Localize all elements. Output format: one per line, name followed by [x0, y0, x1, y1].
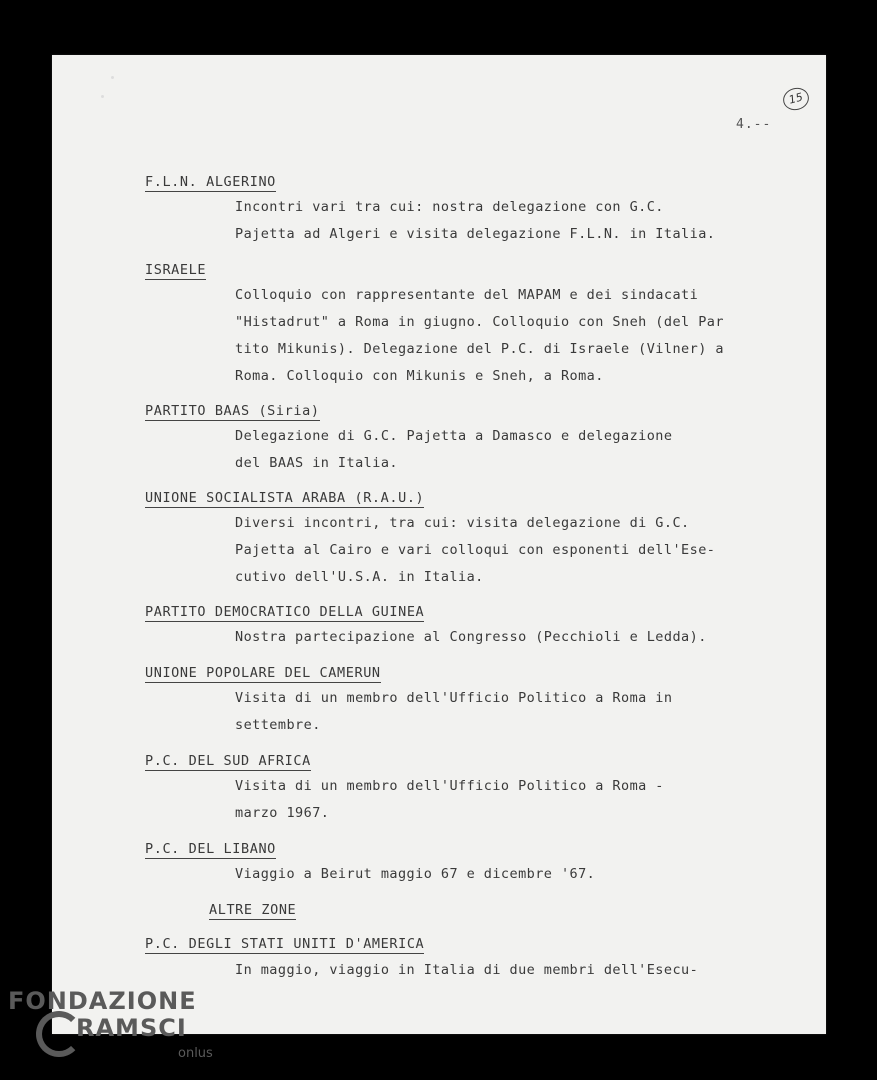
subheading: ALTRE ZONE — [209, 902, 297, 918]
section-text-line: marzo 1967. — [235, 805, 330, 821]
section-heading: P.C. DEL LIBANO — [145, 841, 276, 857]
section-text-line: Colloquio con rappresentante del MAPAM e dei sindacati — [235, 287, 699, 303]
section-text-line: Delegazione di G.C. Pajetta a Damasco e delegazione — [235, 428, 673, 444]
section-text-line: tito Mikunis). Delegazione del P.C. di Israele (Vilner) a — [235, 341, 724, 357]
watermark-line2: RAMSCI — [76, 1014, 187, 1042]
section-text-line: Diversi incontri, tra cui: visita delegazione di G.C. — [235, 515, 690, 531]
section-text-line: cutivo dell'U.S.A. in Italia. — [235, 569, 484, 585]
section-text-line: Visita di un membro dell'Ufficio Politico a Roma in — [235, 690, 673, 706]
fondazione-gramsci-watermark — [8, 987, 218, 1077]
speck — [101, 95, 104, 98]
section-text-line: Pajetta al Cairo e vari colloqui con esponenti dell'Ese- — [235, 542, 716, 558]
section-text-line: "Histadrut" a Roma in giugno. Colloquio con Sneh (del Par — [235, 314, 724, 330]
section-heading: F.L.N. ALGERINO — [145, 174, 276, 190]
section-heading: PARTITO DEMOCRATICO DELLA GUINEA — [145, 604, 425, 620]
watermark-line1: FONDAZIONE — [8, 987, 197, 1015]
archive-stamp: 15 — [781, 85, 812, 113]
section-text-line: Nostra partecipazione al Congresso (Pecchioli e Ledda). — [235, 629, 707, 645]
section-text-line: Incontri vari tra cui: nostra delegazione con G.C. — [235, 199, 664, 215]
section-text-line: settembre. — [235, 717, 321, 733]
section-heading: P.C. DEL SUD AFRICA — [145, 753, 311, 769]
section-text-line: Pajetta ad Algeri e visita delegazione F.L.N. in Italia. — [235, 226, 716, 242]
speck — [111, 76, 114, 79]
section-heading: UNIONE POPOLARE DEL CAMERUN — [145, 665, 381, 681]
section-text-line: Roma. Colloquio con Mikunis e Sneh, a Roma. — [235, 368, 604, 384]
section-heading: P.C. DEGLI STATI UNITI D'AMERICA — [145, 936, 425, 952]
section-text-line: Visita di un membro dell'Ufficio Politico a Roma - — [235, 778, 664, 794]
section-text-line: In maggio, viaggio in Italia di due membri dell'Esecu- — [235, 962, 699, 978]
page-number: 4.-- — [736, 117, 772, 132]
section-heading: UNIONE SOCIALISTA ARABA (R.A.U.) — [145, 490, 425, 506]
section-text-line: Viaggio a Beirut maggio 67 e dicembre '67. — [235, 866, 596, 882]
section-heading: ISRAELE — [145, 262, 207, 278]
section-text-line: del BAAS in Italia. — [235, 455, 398, 471]
section-heading: PARTITO BAAS (Siria) — [145, 403, 320, 419]
watermark-line3: onlus — [178, 1046, 213, 1061]
